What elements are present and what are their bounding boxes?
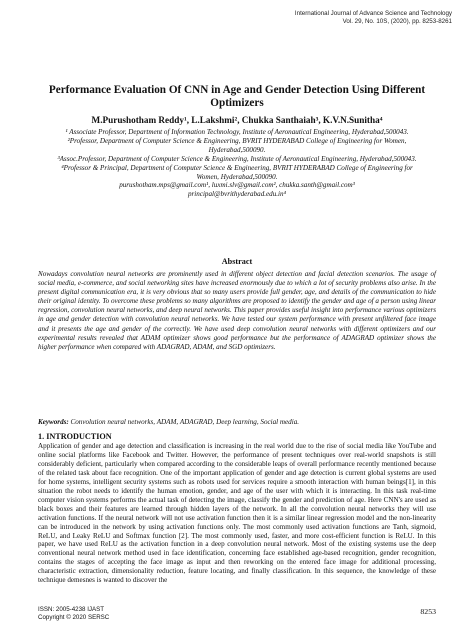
- author-emails: purushotham.mps@gmail.com¹, luxmi.slv@gmail.com², chukka.santh@gmail.com³: [119, 181, 355, 190]
- abstract-text: Nowadays convolution neural networks are prominently used in different object detection and facial detection scenarios. The usage of social media, e-commerce, and social networking sites have increased enormously due to which a lot of security problems also arise. In the present digital communication era, it is very obvious that so many users provide full gender, age, and details of the communication to hide their original identity. To overcome these problems so many algorithms are proposed to identify the gender and age of a person using linear regression, convolution neural networks, and deep neural networks. This paper provides useful insight into performance various optimizers in age and gender detection with convolution neural networks. We have tested our system performance with present unfiltered face image and it presents the age and gender of the correctly. We have used deep convolution neural networks with different optimizers and our experimental results revealed that ADAM optimizer shows good performance but the performance of ADAGRAD optimizer shows the higher performance when compared with ADAGRAD, ADAM, and SGD optimizers.: [38, 270, 436, 351]
- affiliation-1: ¹ Associate Professor, Department of Information Technology, Institute of Aeronautical Engineering, Hyderabad,500043.: [65, 128, 409, 136]
- journal-name: International Journal of Advance Science and Technology: [294, 10, 452, 17]
- principal-email: principal@bvrithyderabad.edu.in⁴: [187, 190, 287, 199]
- footer-info: [38, 606, 109, 621]
- section-heading-introduction: 1. INTRODUCTION: [38, 432, 112, 441]
- keywords-label: Keywords:: [38, 418, 69, 426]
- keywords-list: Convolution neural networks, ADAM, ADAGRAD, Deep learning, Social media.: [70, 418, 300, 426]
- author-list: M.Purushotham Reddy¹, L.Lakshmi², Chukka Santhaiah³, K.V.N.Sunitha⁴: [91, 115, 383, 125]
- keywords: [38, 418, 436, 426]
- affiliation-2: ²Professor, Department of Computer Science & Engineering, BVRIT HYDERABAD College of Engineering for Women, Hyderabad,500090.: [67, 136, 407, 154]
- affiliation-3: ³Assoc.Professor, Department of Computer Science & Engineering, Institute of Aeronautical Engineering, Hyderabad,500043.: [57, 154, 417, 163]
- journal-header: [295, 10, 452, 25]
- journal-volume: Vol. 29, No. 10S, (2020), pp. 8253-8261: [342, 17, 452, 25]
- affiliations: [50, 128, 424, 199]
- issn: ISSN: 2005-4238 IJAST: [38, 606, 105, 613]
- copyright: Copyright © 2020 SERSC: [38, 613, 110, 621]
- paper-title: Performance Evaluation Of CNN in Age and Gender Detection Using Different Optimizers: [48, 84, 426, 109]
- abstract-heading: Abstract: [221, 257, 253, 266]
- introduction-text: Application of gender and age detection and classification is increasing in the real world due to the rise of social media like YouTube and online social platforms like Facebook and Twitter. However, the performance of present techniques over real-world snapshots is still considerably deficient, particularly when compared according to the considerable leaps of overall performance recently mentioned because of the related task about face recognition. One of the important application of gender and age detection is current global systems are used for home systems, intelligent security systems such as robots used for services require a smooth interaction with human beings[1], in this situation the robot needs to identify the human emotion, gender, and age of the user with which it is interacting. In this task real-time computer vision systems performs the actual task of detecting the image, classify the gender and prediction of age. Here CNN's are used as black boxes and their features are learned through hidden layers of the network. In all the convolution neural networks they will use activation functions. If the neural network will not use activation function then it is a similar linear regression model and the non-linearity can be introduced in the network by using activation functions only. The most commonly used activation functions are Tanh, sigmoid, ReLU, and Leaky ReLU and Softmax function [2]. The most commonly used, faster, and more cost-efficient function is ReLU. In this paper, we have used ReLU as the activation function in a deep convolution neural network. Most of the existing systems use the deep conventional neural network method used in face identification, concerning face established age-based recognition, gender recognition, contains the stages of accepting the face image as input and then reworking on the entered face image for additional processing, characteristic extraction, dimensionality reduction, feature locating, and finally classification. In this sequence, the knowledge of these technique demesnes is wanted to discover the: [38, 442, 436, 585]
- page-number: 8253: [420, 607, 436, 616]
- affiliation-4: ⁴Professor & Principal, Department of Computer Science & Engineering, BVRIT HYDERABAD College of Engineering for Women, Hyderabad,500090.: [61, 163, 413, 181]
